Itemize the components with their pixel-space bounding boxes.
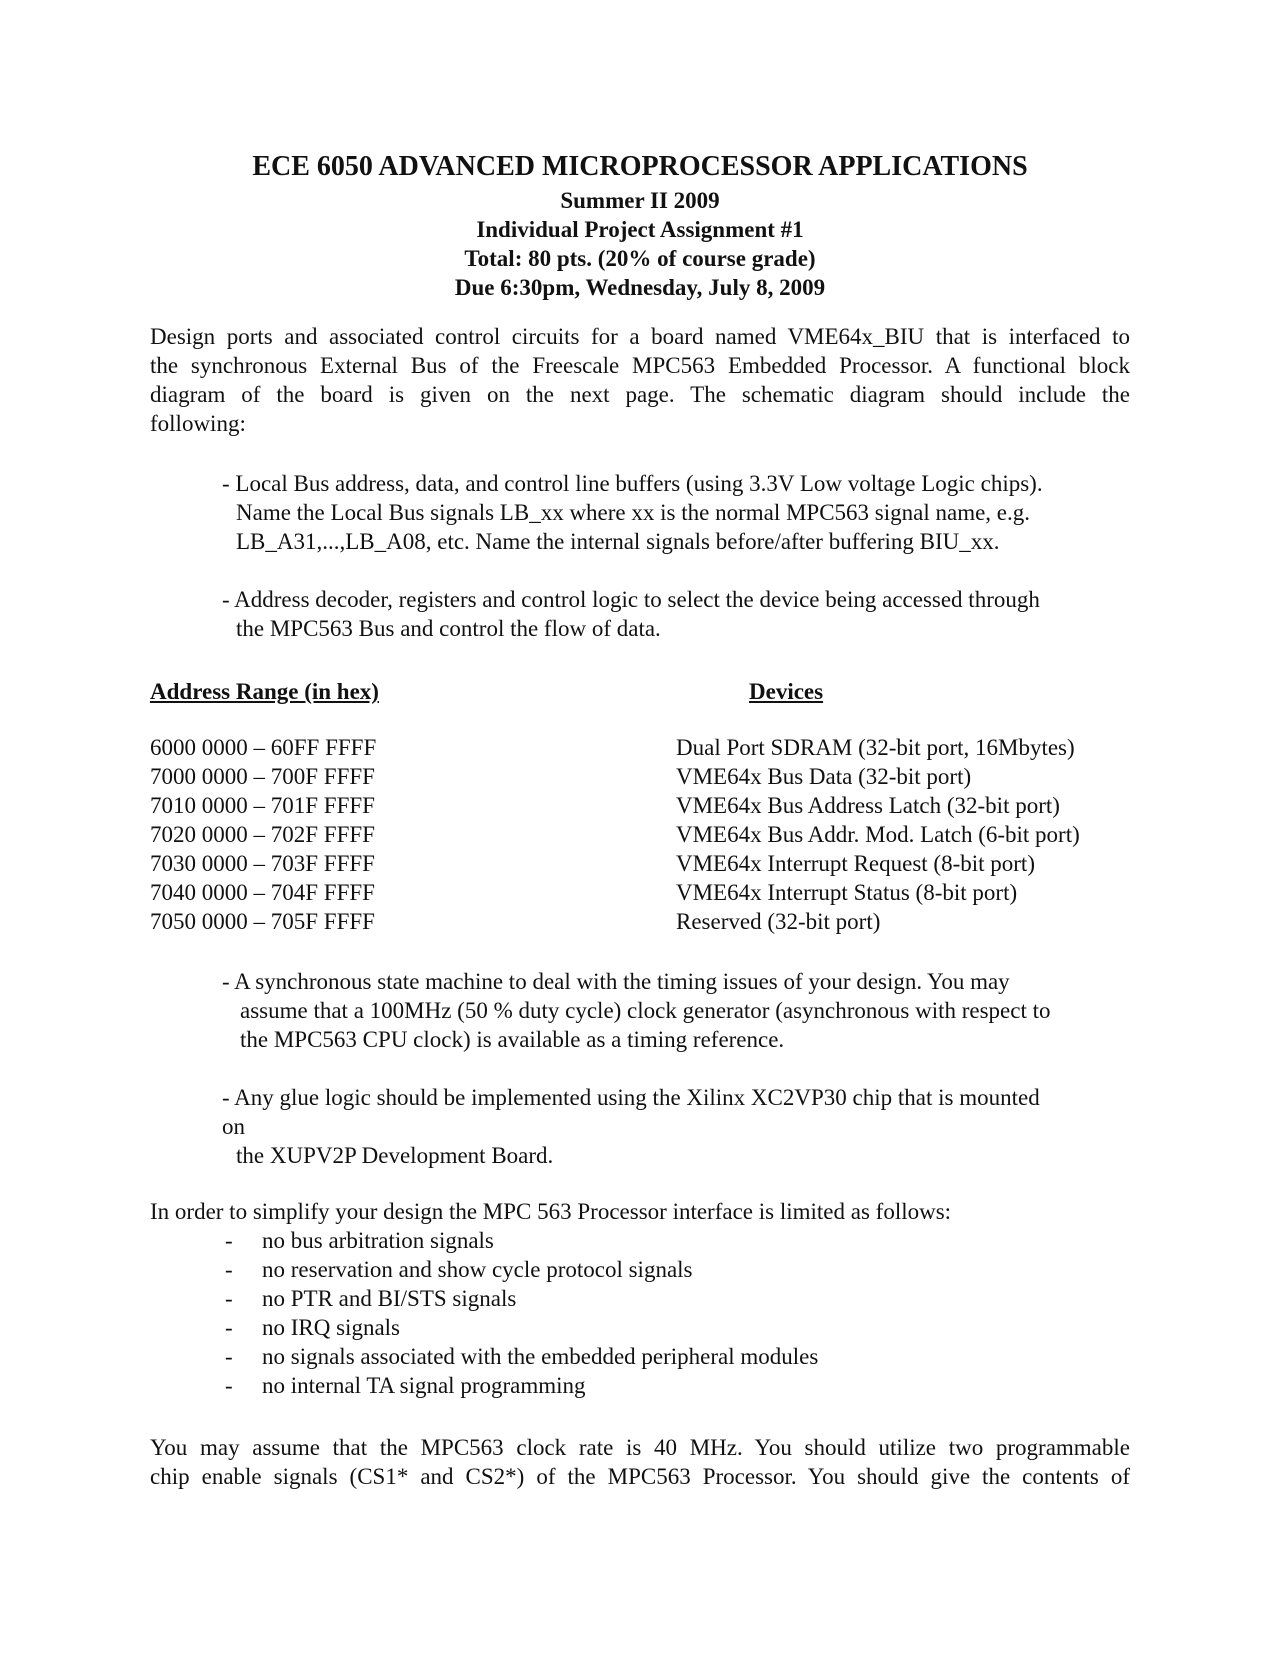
item-line: on bbox=[222, 1114, 245, 1139]
item-buffers bbox=[222, 469, 1122, 556]
item-glue-logic bbox=[222, 1083, 1122, 1170]
item-line: the MPC563 CPU clock) is available as a timing reference. bbox=[240, 1027, 785, 1052]
closing-paragraph bbox=[150, 1433, 1130, 1491]
table-row bbox=[150, 820, 1130, 849]
device-cell: Dual Port SDRAM (32-bit port, 16Mbytes) bbox=[676, 735, 1075, 760]
list-item-text: no PTR and BI/STS signals bbox=[262, 1286, 517, 1311]
device-cell: VME64x Bus Data (32-bit port) bbox=[676, 764, 972, 789]
intro-line: diagram of the board is given on the next page. The schematic diagram should include the bbox=[150, 382, 1130, 407]
item-line: - Address decoder, registers and control logic to select the device being accessed through bbox=[222, 587, 1040, 612]
table-row bbox=[150, 878, 1130, 907]
table-row bbox=[150, 791, 1130, 820]
item-line: the MPC563 Bus and control the flow of data. bbox=[236, 616, 661, 641]
limitations-intro: In order to simplify your design the MPC 563 Processor interface is limited as follows: bbox=[150, 1199, 952, 1224]
list-item bbox=[150, 1284, 1130, 1313]
table-row bbox=[150, 907, 1130, 936]
list-dash: - bbox=[225, 1344, 233, 1369]
table-row bbox=[150, 849, 1130, 878]
device-cell: VME64x Bus Addr. Mod. Latch (6-bit port) bbox=[676, 822, 1080, 847]
list-dash: - bbox=[225, 1286, 233, 1311]
assignment-line: Individual Project Assignment #1 bbox=[476, 217, 804, 242]
item-line: LB_A31,...,LB_A08, etc. Name the internal signals before/after buffering BIU_xx. bbox=[236, 529, 1000, 554]
intro-line: following: bbox=[150, 411, 246, 436]
item-line: Name the Local Bus signals LB_xx where xx is the normal MPC563 signal name, e.g. bbox=[236, 500, 1031, 525]
address-range-cell: 7030 0000 – 703F FFFF bbox=[150, 851, 375, 876]
address-range-heading: Address Range (in hex) bbox=[150, 679, 379, 704]
address-range-cell: 7040 0000 – 704F FFFF bbox=[150, 880, 375, 905]
table-row bbox=[150, 733, 1130, 762]
closing-line: You may assume that the MPC563 clock rate is 40 MHz. You should utilize two programmable bbox=[150, 1435, 1130, 1460]
list-item bbox=[150, 1371, 1130, 1400]
list-item bbox=[150, 1342, 1130, 1371]
list-item-text: no signals associated with the embedded peripheral modules bbox=[262, 1344, 819, 1369]
address-range-cell: 7050 0000 – 705F FFFF bbox=[150, 909, 375, 934]
list-item-text: no IRQ signals bbox=[262, 1315, 400, 1340]
intro-line: Design ports and associated control circuits for a board named VME64x_BIU that is interfaced to bbox=[150, 324, 1130, 349]
intro-line: the synchronous External Bus of the Freescale MPC563 Embedded Processor. A functional block bbox=[150, 353, 1130, 378]
limitations-section bbox=[150, 1197, 1130, 1400]
item-line: - A synchronous state machine to deal with the timing issues of your design. You may bbox=[222, 969, 1010, 994]
item-decoder bbox=[222, 585, 1122, 643]
devices-heading: Devices bbox=[749, 679, 824, 704]
list-dash: - bbox=[225, 1373, 233, 1398]
item-line: - Any glue logic should be implemented using the Xilinx XC2VP30 chip that is mounted bbox=[222, 1085, 1040, 1110]
points-line: Total: 80 pts. (20% of course grade) bbox=[464, 246, 816, 271]
list-dash: - bbox=[225, 1257, 233, 1282]
item-line: - Local Bus address, data, and control line buffers (using 3.3V Low voltage Logic chips). bbox=[222, 471, 1043, 496]
device-cell: VME64x Bus Address Latch (32-bit port) bbox=[676, 793, 1060, 818]
list-item-text: no reservation and show cycle protocol signals bbox=[262, 1257, 693, 1282]
device-cell: Reserved (32-bit port) bbox=[676, 909, 881, 934]
item-line: assume that a 100MHz (50 % duty cycle) clock generator (asynchronous with respect to bbox=[240, 998, 1051, 1023]
address-range-cell: 7000 0000 – 700F FFFF bbox=[150, 764, 375, 789]
device-cell: VME64x Interrupt Request (8-bit port) bbox=[676, 851, 1035, 876]
list-item-text: no internal TA signal programming bbox=[262, 1373, 586, 1398]
course-title: ECE 6050 ADVANCED MICROPROCESSOR APPLICATIONS bbox=[252, 151, 1028, 182]
intro-paragraph bbox=[150, 322, 1130, 438]
list-item bbox=[150, 1226, 1130, 1255]
list-item bbox=[150, 1255, 1130, 1284]
term-line: Summer II 2009 bbox=[560, 188, 720, 213]
list-dash: - bbox=[225, 1315, 233, 1340]
address-range-cell: 7010 0000 – 701F FFFF bbox=[150, 793, 375, 818]
item-state-machine bbox=[222, 967, 1122, 1054]
address-range-cell: 7020 0000 – 702F FFFF bbox=[150, 822, 375, 847]
item-line: the XUPV2P Development Board. bbox=[236, 1143, 554, 1168]
due-line: Due 6:30pm, Wednesday, July 8, 2009 bbox=[454, 275, 826, 300]
list-item bbox=[150, 1313, 1130, 1342]
address-range-cell: 6000 0000 – 60FF FFFF bbox=[150, 735, 377, 760]
closing-line: chip enable signals (CS1* and CS2*) of the MPC563 Processor. You should give the contents of bbox=[150, 1464, 1130, 1489]
list-item-text: no bus arbitration signals bbox=[262, 1228, 494, 1253]
address-map-table bbox=[150, 733, 1130, 936]
device-cell: VME64x Interrupt Status (8-bit port) bbox=[676, 880, 1018, 905]
document-header bbox=[150, 148, 1130, 302]
table-row bbox=[150, 762, 1130, 791]
list-dash: - bbox=[225, 1228, 233, 1253]
